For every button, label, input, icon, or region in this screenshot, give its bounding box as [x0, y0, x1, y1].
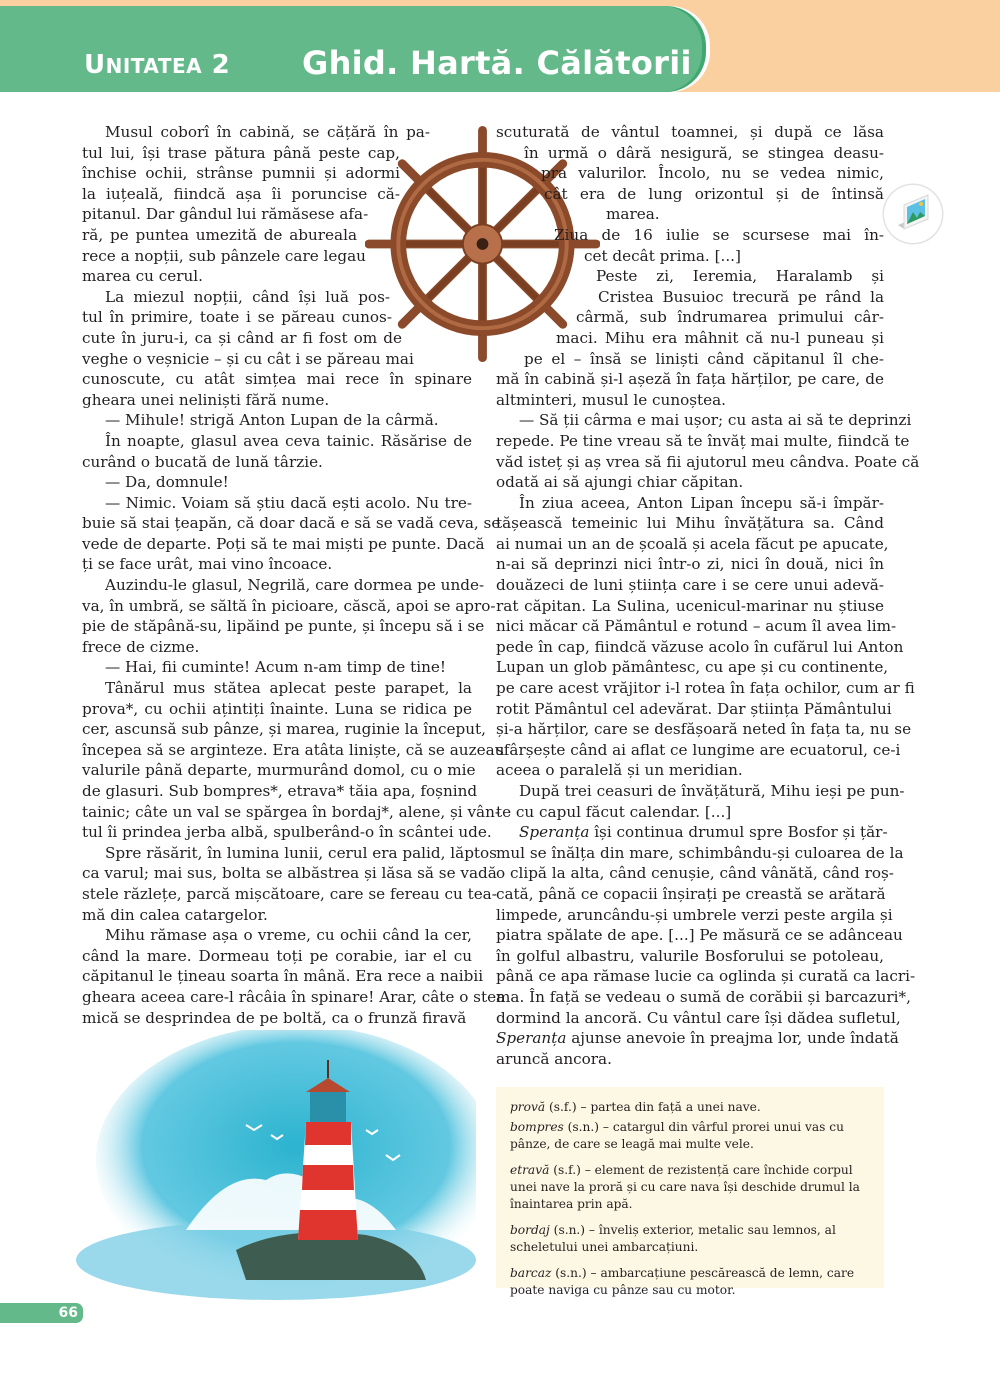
text-line: [496, 822, 888, 843]
left-text-column: [82, 122, 506, 1028]
paragraph: [82, 925, 506, 1028]
text-line: maci. Mihu era mâhnit că nu-l puneau și: [556, 328, 884, 347]
paragraph: [82, 410, 472, 431]
text-line: rat căpitan. La Sulina, ucenicul-marinar nu știuse: [496, 596, 884, 615]
text-line: repede. Pe tine vreau să te învăț mai multe, fiindcă te: [496, 431, 910, 450]
text-line: mă în cabină și-l așeză în fața hărților, pe care, de: [496, 370, 884, 389]
text-line: de glasuri. Sub bompres*, etrava* tăia apa, foșnind: [82, 782, 478, 800]
glossary-definition: înveliș exterior, metalic sau lemnos, al: [598, 1223, 836, 1237]
unit-label: [84, 50, 230, 80]
text-line: în golful albastru, valurile Bosforului se potoleau,: [496, 946, 884, 965]
text-line: cute în juru-i, ca și când ar fi fost om de: [82, 328, 402, 347]
paragraph: [496, 266, 884, 410]
text-line: Spre răsărit, în lumina lunii, cerul era palid, lăptos: [105, 843, 497, 862]
ship-name: Speranța: [496, 1029, 567, 1048]
text-line: altminteri, musul le cunoștea.: [496, 390, 727, 409]
text-line: ră, pe puntea umezită de abureala: [82, 225, 357, 244]
glossary-entry: [510, 1099, 880, 1116]
text-line: văd isteț și aș vrea să fii ajutorul meu cândva. Poate că: [496, 452, 920, 471]
text-line: În noapte, glasul avea ceva tainic. Răsărise de: [105, 431, 472, 450]
text-line: rotit Pământul cel adevărat. Dar știința Pământului: [496, 699, 892, 718]
text-line: — Mihule! strigă Anton Lupan de la cârmă.: [105, 411, 439, 430]
text-line: pede în cap, fiindcă văzuse acolo în cufărul lui Anton: [496, 637, 904, 656]
text-line: [496, 1028, 899, 1049]
text-line: tainic; câte un val se spărgea în bordaj*, alene, și vân-: [82, 802, 501, 821]
ship-name: Speranța: [519, 823, 590, 842]
text-line: scuturată de vântul toamnei, și după ce lăsa: [496, 123, 884, 141]
text-line: buie să stai țeapăn, că doar dacă e să se vadă ceva, se: [82, 514, 501, 533]
glossary-definition: unei nave la proră și cu care nava își deschide drumul la: [510, 1180, 860, 1194]
text-line: pitanul. Dar gândul lui rămăsese afa-: [82, 205, 369, 224]
text-line: Cristea Busuioc trecură pe rând la: [598, 287, 884, 306]
text-line: gheara unei neliniști fără nume.: [82, 390, 330, 409]
glossary-grammar: (s.n.) –: [549, 1223, 599, 1237]
text-line: și-a hărților, care se desfășoară neted în fața ta, nu se: [496, 720, 912, 739]
text-line: dormind la ancoră. Cu vântul care își dădea sufletul,: [496, 1008, 901, 1027]
paragraph: [496, 822, 916, 1028]
page-number: 66: [0, 1303, 83, 1323]
glossary-grammar: (s.f.) –: [545, 1100, 591, 1114]
text-line: mul se înălța din mare, schimbându-și culoarea de la: [496, 843, 904, 862]
glossary-entry: [510, 1162, 880, 1213]
text-line: — Să ții cârma e mai ușor; cu asta ai să te deprinzi: [519, 411, 912, 430]
text-line: până ce apa rămase lucie ca oglinda și curată ca lacri-: [496, 967, 916, 986]
text-line: frece de cizme.: [82, 637, 200, 656]
text-line: marea cu cerul.: [82, 267, 203, 286]
unit-label-rest: NITATEA: [105, 54, 203, 78]
text-line: tășească temeinic lui Mihu învățătura sa. Când: [496, 514, 884, 533]
text-line: ma. În față se vedeau o sumă de corăbii și barcazuri*,: [496, 987, 911, 1006]
text-line: va, în umbră, se săltă în picioare, căscă, apoi se apro-: [82, 596, 496, 615]
text-line: Peste zi, Ieremia, Haralamb și: [596, 267, 884, 286]
glossary-definition: poate naviga cu pânze sau cu motor.: [510, 1283, 736, 1297]
glossary-entry: [510, 1119, 880, 1153]
glossary-definition: partea din față a unei nave.: [590, 1100, 761, 1114]
text-line: Musul coborî în cabină, se cățără în pa-: [105, 123, 430, 141]
glossary-term: provă: [510, 1100, 546, 1114]
text-line: închise ochii, strânse pumnii și adormi: [82, 164, 400, 183]
text-line: — Da, domnule!: [105, 473, 229, 492]
text-line: cet decât prima. [...]: [584, 246, 741, 265]
text-line: nici măcar că Pământul e rotund – acum îl avea lim-: [496, 617, 897, 636]
text-line: veghe o veșnicie – și cu cât i se păreau mai: [82, 349, 414, 368]
paragraph: [82, 678, 505, 843]
text-run: ajunse anevoie în preajma lor, unde îndată: [566, 1029, 899, 1048]
unit-title: Ghid. Hartă. Călătorii: [302, 44, 692, 82]
text-line: Ziua de 16 iulie se scursese mai în-: [554, 225, 884, 244]
text-line: vede de departe. Poți să te mai miști pe punte. Dacă: [82, 534, 485, 553]
glossary-definition: pânze, de care se leagă mai multe vele.: [510, 1137, 754, 1151]
paragraph: [82, 287, 472, 411]
text-line: După trei ceasuri de învățătură, Mihu ieși pe pun-: [519, 782, 905, 800]
text-line: — Hai, fii cuminte! Acum n-am timp de tine!: [105, 658, 446, 677]
text-line: mă din calea catargelor.: [82, 905, 268, 924]
glossary-definition: înaintarea prin apă.: [510, 1197, 633, 1211]
text-line: stele răzlețe, parcă mișcătoare, care se fereau cu tea-: [82, 884, 497, 903]
paragraph: [496, 781, 905, 822]
text-line: Mihu rămase așa o vreme, cu ochii când la cer,: [105, 926, 472, 945]
text-line: pe care acest vrăjitor i-l rotea în fața ochilor, cum ar fi: [496, 679, 915, 698]
text-line: Tânărul mus stătea aplecat peste parapet, la: [105, 679, 472, 698]
glossary-definition: scheletului unei ambarcațiuni.: [510, 1240, 699, 1254]
paragraph: [496, 410, 920, 492]
paragraph: [82, 657, 472, 678]
text-line: aruncă ancora.: [496, 1049, 612, 1068]
paragraph: [82, 575, 496, 657]
text-line: sfârșește când ai aflat ce lungime are ecuatorul, ce-i: [496, 740, 901, 759]
paragraph: [496, 1028, 899, 1069]
text-line: mică se desprindea de pe boltă, ca o frunză firavă: [82, 1008, 467, 1027]
text-line: rece a nopții, sub pânzele care legau: [82, 246, 366, 265]
text-line: pe el – însă se liniști când căpitanul îl che-: [524, 349, 884, 368]
glossary-grammar: (s.n.) –: [551, 1266, 601, 1280]
image-gallery-icon[interactable]: [884, 185, 942, 243]
text-line: cunoscute, cu atât simțea mai rece în spinare: [82, 370, 472, 389]
text-line: cât era de lung orizontul și de întinsă: [544, 184, 884, 203]
unit-number: 2: [211, 50, 231, 80]
text-line: când la mare. Dormeau toți pe corabie, iar el cu: [82, 946, 472, 965]
text-line: începea să se arginteze. Era atâta liniște, că se auzeau: [82, 740, 505, 759]
glossary-entry: [510, 1222, 880, 1256]
text-line: gheara aceea care-l râcâia în spinare! Arar, câte o stea: [82, 987, 506, 1006]
text-line: căpitanul le țineau soarta în mână. Era rece a naibii: [82, 967, 484, 986]
paragraph: [82, 472, 472, 493]
text-line: Lupan un glob pământesc, cu ape și cu continente,: [496, 658, 889, 677]
text-line: cer, ascunsă sub pânze, și marea, ruginie la început,: [82, 720, 486, 739]
paragraph: [496, 122, 884, 225]
text-line: tul în primire, toate i se păreau cunos-: [82, 308, 392, 327]
text-line: cârmă, sub îndrumarea primului câr-: [576, 308, 884, 327]
glossary-entry: [510, 1265, 880, 1299]
paragraph: [82, 122, 472, 287]
text-line: La miezul nopții, când își luă pos-: [105, 287, 390, 306]
unit-label-initial: U: [84, 50, 106, 80]
paragraph: [82, 843, 497, 925]
glossary-definition: element de rezistență care închide corpul: [594, 1163, 853, 1177]
text-line: valurile până departe, murmurând domol, cu o mie: [82, 761, 476, 780]
glossary-grammar: (s.f.) –: [549, 1163, 595, 1177]
text-line: piatra spălate de ape. [...] Pe măsură ce se adânceau: [496, 926, 903, 945]
text-line: ca varul; mai sus, bolta se albăstrea și lăsa să se vadă: [82, 864, 497, 883]
paragraph: [496, 493, 915, 781]
text-line: tul lui, își trase pătura până peste cap,: [82, 143, 400, 162]
text-line: curând o bucată de lună târzie.: [82, 452, 323, 471]
paragraph: [496, 225, 884, 266]
glossary-term: etravă: [510, 1163, 550, 1177]
text-line: n-ai să deprinzi nici într-o zi, nici în două, nici în: [496, 555, 884, 574]
text-line: pie de stăpână-su, lipăind pe punte, și începu să i se: [82, 617, 485, 636]
glossary-term: bordaj: [510, 1223, 550, 1237]
text-line: cată, până ce copacii înșirați pe creastă se arătară: [496, 884, 886, 903]
text-line: aceea o paralelă și un meridian.: [496, 761, 743, 780]
text-line: tul îi prindea jerba albă, spulberând-o în scântei ude.: [82, 823, 492, 842]
text-line: pra valurilor. Încolo, nu se vedea nimic,: [541, 164, 884, 183]
text-line: te cu capul făcut calendar. [...]: [496, 802, 732, 821]
text-line: limpede, aruncându-și umbrele verzi peste argila și: [496, 905, 893, 924]
paragraph: [82, 431, 472, 472]
text-line: Auzindu-le glasul, Negrilă, care dormea pe unde-: [105, 576, 485, 595]
text-line: douăzeci de luni știința care i se cere unui adevă-: [496, 576, 884, 595]
glossary-box: [496, 1087, 884, 1297]
text-run: își continua drumul spre Bosfor și țăr-: [589, 823, 888, 842]
text-line: ți se face urât, mai vino încoace.: [82, 555, 333, 574]
glossary-grammar: (s.n.) –: [563, 1120, 613, 1134]
text-line: la iuțeală, fiindcă așa îi poruncise că-: [82, 184, 400, 203]
text-line: marea.: [606, 205, 660, 224]
right-text-column: [496, 122, 920, 1069]
glossary-term: barcaz: [510, 1266, 552, 1280]
text-line: prova*, cu ochii ațintiți înainte. Luna se ridica pe: [82, 699, 472, 718]
glossary-definition: catargul din vârful prorei unui vas cu: [612, 1120, 844, 1134]
glossary-term: bompres: [510, 1120, 564, 1134]
paragraph: [82, 493, 501, 575]
text-line: — Nimic. Voiam să știu dacă ești acolo. Nu tre-: [105, 493, 472, 512]
text-line: o clipă la alta, când cenușie, când vânătă, când roș-: [496, 864, 894, 883]
lighthouse-illustration: [66, 1030, 476, 1305]
text-line: În ziua aceea, Anton Lipan începu să-i împăr-: [519, 493, 884, 512]
image-icon: [884, 185, 942, 243]
text-line: ai numai un an de școală și acela făcut pe apucate,: [496, 534, 889, 553]
glossary-definition: ambarcațiune pescărească de lemn, care: [600, 1266, 855, 1280]
text-line: în urmă o dâră nesigură, se stingea deasu-: [524, 143, 884, 162]
text-line: odată ai să ajungi chiar căpitan.: [496, 473, 744, 492]
